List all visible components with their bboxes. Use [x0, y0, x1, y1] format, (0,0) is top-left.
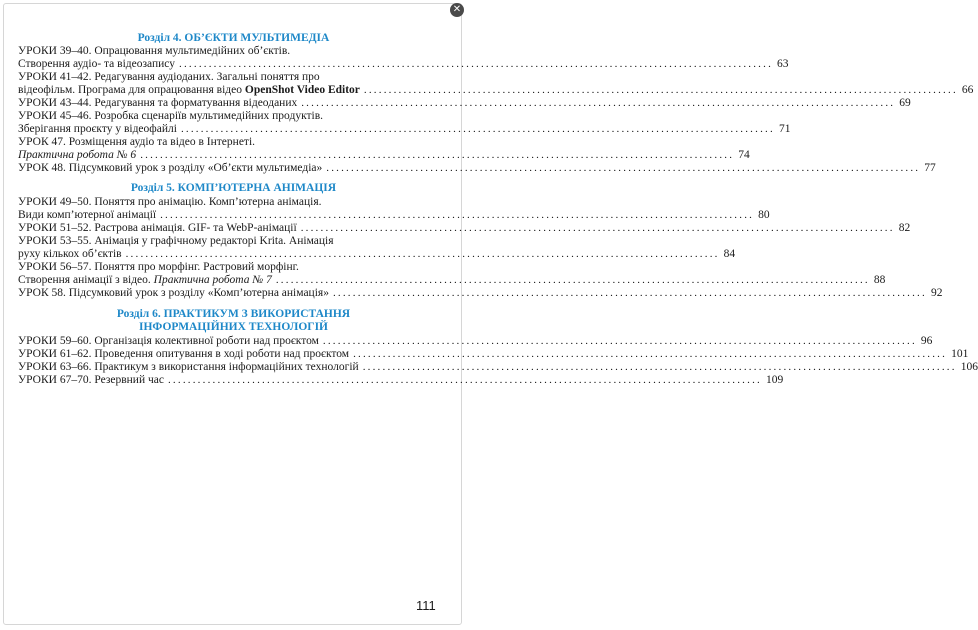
toc-page-number: 74	[738, 149, 750, 161]
toc-leader-dots: ........................................................................................................................	[332, 287, 927, 299]
toc-entry-last-line	[18, 123, 791, 136]
toc-leader-dots: ........................................................................................................................	[167, 374, 762, 386]
toc-leader-dots: ........................................................................................................................	[160, 209, 755, 221]
toc-entry-text-part: УРОКИ 51–52. Растрова анімація. GIF- та WebP-анімації	[18, 222, 297, 234]
toc-entry-text-part: Види комп’ютерної анімації	[18, 209, 157, 221]
toc-entry-text-part: Зберігання проєкту у відеофайлі	[18, 123, 177, 135]
toc-entry-text-part: руху кількох об’єктів	[18, 248, 122, 260]
toc-page-number: 92	[930, 287, 943, 299]
toc-page-number: 88	[873, 274, 886, 286]
toc-page-number: 71	[778, 123, 791, 135]
toc-entry-text-part: УРОКИ 43–44. Редагування та форматування відеоданих	[18, 97, 298, 109]
toc-entry[interactable]	[18, 45, 789, 71]
toc-entry-text-part: Практична робота № 7	[153, 274, 272, 286]
toc-leader-dots: ........................................................................................................................	[300, 222, 895, 234]
section-title: Розділ 5. КОМП’ЮТЕРНА АНІМАЦІЯ	[130, 182, 337, 194]
toc-entry-text: УРОК 47. Розміщення аудіо та відео в Інтернеті.	[18, 136, 256, 148]
toc-entry[interactable]	[18, 287, 943, 300]
toc-entry-text-part: УРОК 58. Підсумковий урок з розділу «Комп’ютерна анімація»	[18, 287, 329, 299]
toc-entry[interactable]	[18, 374, 784, 387]
toc-entry-text-part: відеофільм. Програма для опрацювання відео	[18, 84, 245, 96]
toc-entry[interactable]	[18, 196, 770, 222]
toc-page-number: 66	[961, 84, 974, 96]
toc-entry[interactable]	[18, 110, 791, 136]
toc-leader-dots: ........................................................................................................................	[363, 84, 958, 96]
toc-entry-text-part: Створення анімації з відео.	[18, 274, 154, 286]
toc-entry-last-line	[18, 361, 978, 374]
toc-page-number: 69	[899, 97, 911, 109]
toc-entry-last-line	[18, 348, 969, 361]
toc-entry-text	[18, 84, 360, 96]
toc-entry-text	[18, 361, 359, 373]
toc-entry-last-line	[18, 84, 974, 97]
toc-entry-text	[18, 58, 175, 70]
toc-leader-dots: ........................................................................................................................	[140, 149, 735, 161]
toc-entry-text: УРОКИ 49–50. Поняття про анімацію. Комп’ютерна анімація.	[18, 196, 322, 208]
toc-leader-dots: ........................................................................................................................	[179, 58, 774, 70]
close-icon[interactable]: ✕	[450, 3, 464, 17]
toc-entry-last-line	[18, 162, 936, 175]
toc-entry-text	[18, 162, 322, 174]
toc-entry-text	[18, 209, 156, 221]
toc-page-number: 80	[758, 209, 770, 221]
toc-entry[interactable]	[18, 97, 911, 110]
page-number: 111	[416, 598, 436, 613]
toc-entry-text-part: УРОКИ 59–60. Організація колективної роботи над проєктом	[18, 335, 319, 347]
toc-page-number: 96	[920, 335, 933, 347]
toc-entry[interactable]	[18, 348, 969, 361]
toc-entry-text-part: УРОКИ 67–70. Резервний час	[18, 374, 164, 386]
toc-entry-text: УРОКИ 53–55. Анімація у графічному редакторі Krita. Анімація	[18, 235, 334, 247]
toc-entry[interactable]	[18, 222, 911, 235]
toc-entry[interactable]	[18, 136, 750, 162]
toc-entry-last-line	[18, 58, 789, 71]
toc-entry-text-part: УРОКИ 63–66. Практикум з використання інформаційних технологій	[18, 361, 359, 373]
toc-leader-dots: ........................................................................................................................	[275, 274, 870, 286]
toc-entry-last-line	[18, 97, 911, 110]
toc-entry-text-part: УРОКИ 61–62. Проведення опитування в ході роботи над проєктом	[18, 348, 350, 360]
toc-entry-last-line	[18, 149, 750, 162]
toc-entry-last-line	[18, 374, 784, 387]
toc-entry-last-line	[18, 222, 911, 235]
section-title: Розділ 6. ПРАКТИКУМ З ВИКОРИСТАННЯ	[116, 308, 351, 320]
section-title: ІНФОРМАЦІЙНИХ ТЕХНОЛОГІЙ	[139, 321, 328, 333]
toc-leader-dots: ........................................................................................................................	[322, 335, 917, 347]
toc-page-number: 101	[951, 348, 969, 360]
toc-entry-text	[18, 248, 122, 260]
toc-entry[interactable]	[18, 235, 736, 261]
toc-entry[interactable]	[18, 162, 936, 175]
toc-page-number: 77	[924, 162, 936, 174]
toc-page-number: 109	[765, 374, 784, 386]
toc-entry-text	[18, 97, 297, 109]
toc-leader-dots: ........................................................................................................................	[125, 248, 720, 260]
toc-entry[interactable]	[18, 361, 978, 374]
toc-entry-text	[18, 348, 349, 360]
toc-entry-text	[18, 123, 177, 135]
toc-entry-bold-text: OpenShot Video Editor	[244, 84, 360, 96]
toc-entry-text	[18, 374, 164, 386]
toc-page-number: 84	[723, 248, 736, 260]
toc-entry-text	[18, 222, 297, 234]
toc-leader-dots: ........................................................................................................................	[353, 348, 948, 360]
toc-leader-dots: ........................................................................................................................	[301, 97, 896, 109]
toc-entry-text	[18, 335, 319, 347]
toc-entry-text-part: УРОК 48. Підсумковий урок з розділу «Об’єкти мультимедіа»	[18, 162, 323, 174]
toc-entry-text: УРОКИ 56–57. Поняття про морфінг. Растровий морфінг.	[18, 261, 299, 273]
toc-entry-text	[18, 287, 329, 299]
toc-leader-dots: ........................................................................................................................	[326, 162, 921, 174]
toc-leader-dots: ........................................................................................................................	[362, 361, 957, 373]
toc-page-number: 82	[898, 222, 911, 234]
toc-entry-last-line	[18, 287, 943, 300]
toc-entry-text: УРОКИ 39–40. Опрацювання мультимедійних об’єктів.	[18, 45, 291, 57]
toc-entry[interactable]	[18, 261, 886, 287]
toc-page-number: 106	[960, 361, 978, 373]
toc-entry-last-line	[18, 248, 736, 261]
toc-entry-text: УРОКИ 45–46. Розробка сценаріїв мультимедійних продуктів.	[18, 110, 324, 122]
toc-entry-text	[18, 149, 136, 161]
toc-entry-text-part: Практична робота № 6	[18, 149, 137, 161]
toc-entry-text-part: Створення аудіо- та відеозапису	[18, 58, 176, 70]
toc-leader-dots: ........................................................................................................................	[180, 123, 775, 135]
toc-entry[interactable]	[18, 71, 974, 97]
section-title: Розділ 4. ОБ’ЄКТИ МУЛЬТИМЕДІА	[137, 32, 330, 44]
toc-entry-text: УРОКИ 41–42. Редагування аудіоданих. Загальні поняття про	[18, 71, 320, 83]
toc-entry-text	[18, 274, 272, 286]
toc-entry[interactable]	[18, 335, 933, 348]
toc-entry-last-line	[18, 209, 770, 222]
toc-entry-last-line	[18, 335, 933, 348]
toc-page-number: 63	[777, 58, 789, 70]
toc-entry-last-line	[18, 274, 886, 287]
